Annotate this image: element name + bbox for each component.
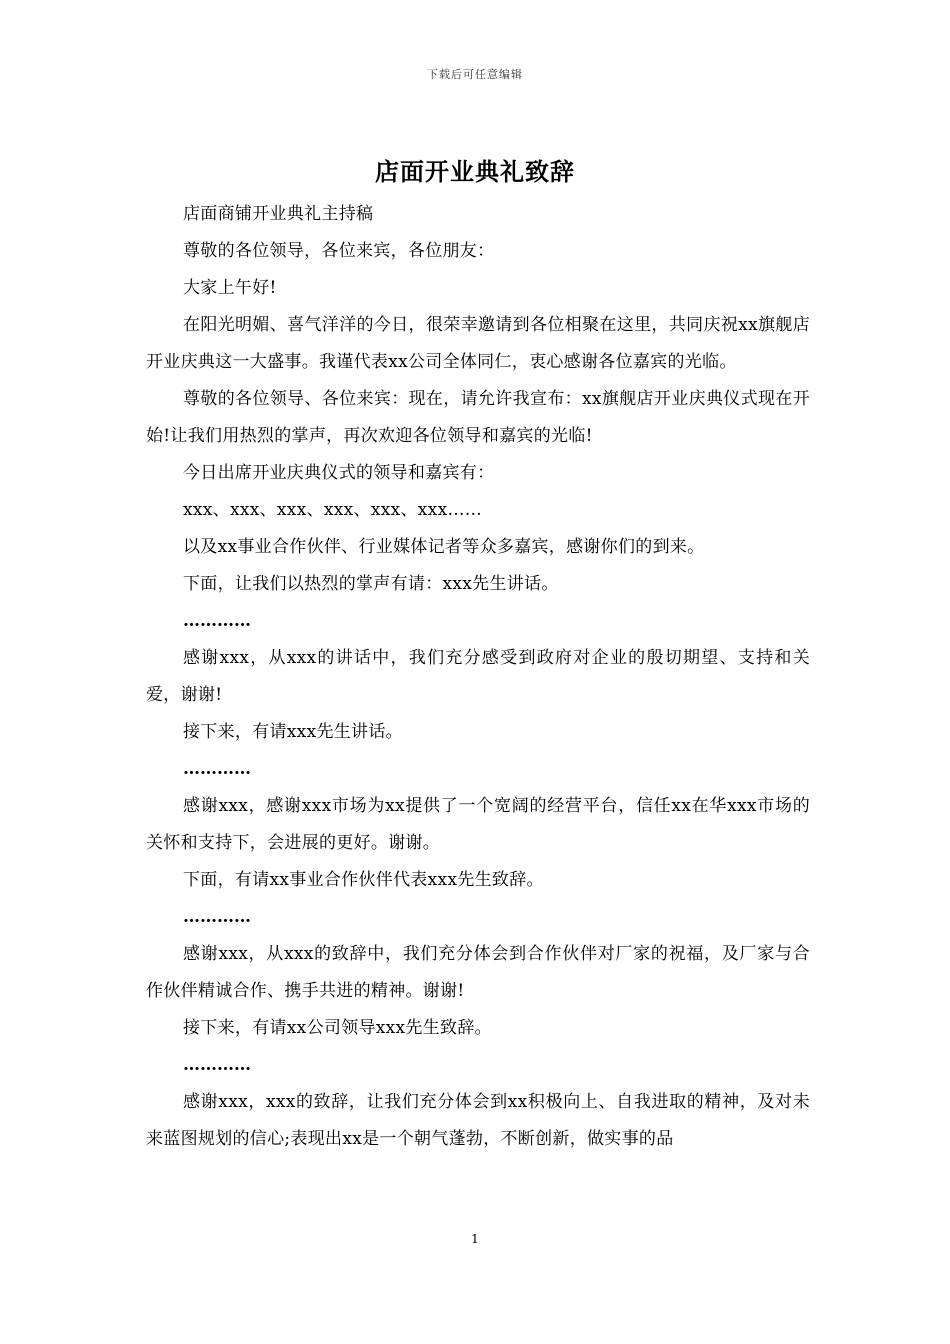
paragraph: 感谢xxx，从xxx的讲话中，我们充分感受到政府对企业的殷切期望、支持和关爱，谢谢! xyxy=(146,648,810,705)
paragraph: 店面商铺开业典礼主持稿 xyxy=(183,204,374,224)
ellipsis-line: ………… xyxy=(183,1055,251,1075)
paragraph: 下面，让我们以热烈的掌声有请：xxx先生讲话。 xyxy=(183,574,559,594)
ellipsis-line: ………… xyxy=(183,907,251,927)
paragraph: 感谢xxx，xxx的致辞，让我们充分体会到xx积极向上、自我进取的精神，及对未来蓝图规划的信心;表现出xx是一个朝气蓬勃，不断创新，做实事的品 xyxy=(146,1092,810,1149)
paragraph: 下面，有请xx事业合作伙伴代表xxx先生致辞。 xyxy=(183,870,544,890)
paragraph: 在阳光明媚、喜气洋洋的今日，很荣幸邀请到各位相聚在这里，共同庆祝xx旗舰店开业庆典这一大盛事。我谨代表xx公司全体同仁，衷心感谢各位嘉宾的光临。 xyxy=(146,315,810,372)
paragraph: 今日出席开业庆典仪式的领导和嘉宾有： xyxy=(183,463,495,483)
paragraph: 接下来，有请xx公司领导xxx先生致辞。 xyxy=(183,1018,492,1038)
ellipsis-line: ………… xyxy=(183,611,251,631)
paragraph: 大家上午好! xyxy=(183,278,277,298)
paragraph: 尊敬的各位领导，各位来宾，各位朋友： xyxy=(183,241,495,261)
document-body xyxy=(146,196,810,1158)
paragraph: 感谢xxx，从xxx的致辞中，我们充分体会到合作伙伴对厂家的祝福，及厂家与合作伙伴精诚合作、携手共进的精神。谢谢! xyxy=(146,944,810,1001)
ellipsis-line: ………… xyxy=(183,759,251,779)
paragraph: 尊敬的各位领导、各位来宾：现在，请允许我宣布：xx旗舰店开业庆典仪式现在开始!让我们用热烈的掌声，再次欢迎各位领导和嘉宾的光临! xyxy=(146,389,810,446)
page-header-note: 下载后可任意编辑 xyxy=(427,68,523,81)
document-title: 店面开业典礼致辞 xyxy=(375,157,575,186)
paragraph: 感谢xxx，感谢xxx市场为xx提供了一个宽阔的经营平台，信任xx在华xxx市场的关怀和支持下，会进展的更好。谢谢。 xyxy=(146,796,810,853)
paragraph: 接下来，有请xxx先生讲话。 xyxy=(183,722,403,742)
paragraph: 以及xx事业合作伙伴、行业媒体记者等众多嘉宾，感谢你们的到来。 xyxy=(183,537,705,557)
paragraph: xxx、xxx、xxx、xxx、xxx、xxx…… xyxy=(183,500,483,520)
page-number: 1 xyxy=(471,1232,479,1246)
